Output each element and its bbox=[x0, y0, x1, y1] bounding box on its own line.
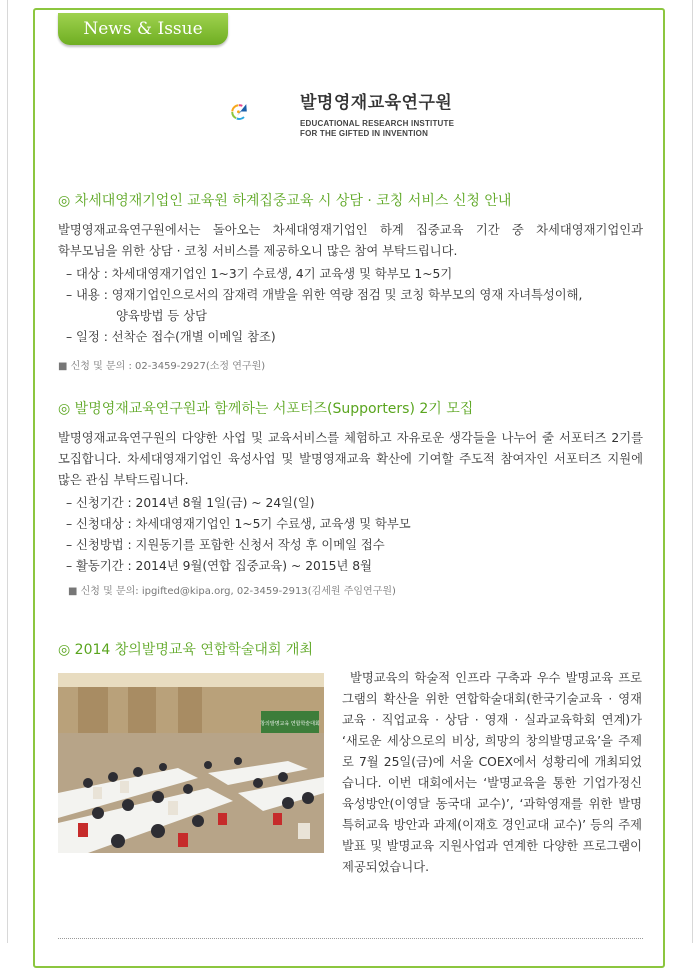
list-item: – 일정 : 선착순 접수(개별 이메일 참조) bbox=[66, 330, 276, 344]
section3-title: ◎ 2014 창의발명교육 연합학술대회 개최 bbox=[58, 642, 313, 658]
institute-logo-icon bbox=[230, 82, 300, 142]
section1-intro: 발명영재교육연구원에서는 돌아오는 차세대영재기업인 하계 집중교육 기간 중 차세대영재기업인과 학부모님을 위한 상담 · 코칭 서비스를 제공하오니 많은 참여 부탁드립니다. bbox=[58, 223, 643, 258]
list-item: – 신청대상 : 차세대영재기업인 1~5기 수료생, 교육생 및 학부모 bbox=[66, 517, 411, 531]
section2-list bbox=[66, 493, 646, 577]
list-item: – 신청방법 : 지원동기를 포함한 신청서 작성 후 이메일 접수 bbox=[66, 538, 385, 552]
section2-title: ◎ 발명영재교육연구원과 함께하는 서포터즈(Supporters) 2기 모집 bbox=[58, 401, 474, 417]
section1-title: ◎ 차세대영재기업인 교육원 하계집중교육 시 상담 · 코칭 서비스 신청 안내 bbox=[58, 193, 512, 209]
section1-list bbox=[66, 264, 646, 348]
conference-photo bbox=[58, 673, 324, 853]
section1-contact: ■ 신청 및 문의 : 02-3459-2927(소정 연구원) bbox=[58, 361, 266, 372]
institute-logo-text bbox=[300, 88, 454, 139]
list-item: 양육방법 등 상담 bbox=[116, 309, 207, 323]
list-item: – 대상 : 차세대영재기업인 1~3기 수료생, 4기 교육생 및 학부모 1~5기 bbox=[66, 267, 453, 281]
list-item: – 내용 : 영재기업인으로서의 잠재력 개발을 위한 역량 점검 및 코칭 학부모의 영재 자녀특성이해, bbox=[66, 288, 583, 302]
conference-banner-text: 창의발명교육 연합학술대회 bbox=[260, 721, 320, 727]
list-item: – 활동기간 : 2014년 9월(연합 집중교육) ~ 2015년 8월 bbox=[66, 559, 373, 573]
section2-intro: 발명영재교육연구원의 다양한 사업 및 교육서비스를 체험하고 자유로운 생각들을 나누어 줄 서포터즈 2기를 모집합니다. 차세대영재기업인 육성사업 및 발명영재교육 확산에 기여할 주도적 참여자인 서포터즈 지원에 많은 관심 부탁드립니다. bbox=[58, 431, 643, 487]
news-issue-tab: News & Issue bbox=[58, 13, 228, 45]
logo-english-line1: EDUCATIONAL RESEARCH INSTITUTE bbox=[300, 119, 455, 128]
section3-body: 발명교육의 학술적 인프라 구축과 우수 발명교육 프로그램의 확산을 위한 연합학술대회(한국기술교육 · 영재교육 · 직업교육 · 상담 · 영재 · 실과교육학회 연계)가 ‘새로운 세상으로의 비상, 희망의 창의발명교육’을 주제로 7월 25일(금)에 서울 COEX에서 성황리에 개최되었습니다. 이번 대회에서는 ‘발명교육을 통한 기업가정신 육성방안(이영달 동국대 교수)’, ‘과학영재를 위한 발명특허교육 방안과 과제(이재호 경인교대 교수)’ 등의 주제 발표 및 발명교육 지원사업과 연계한 다양한 프로그램이 제공되었습니다. bbox=[342, 671, 642, 874]
list-item: – 신청기간 : 2014년 8월 1일(금) ~ 24일(일) bbox=[66, 496, 315, 510]
section-divider bbox=[58, 938, 643, 939]
logo-korean: 발명영재교육연구원 bbox=[300, 93, 453, 113]
section2-contact: ■ 신청 및 문의: ipgifted@kipa.org, 02-3459-2913(김세원 주임연구원) bbox=[68, 586, 396, 597]
logo-english-line2: FOR THE GIFTED IN INVENTION bbox=[300, 129, 429, 138]
